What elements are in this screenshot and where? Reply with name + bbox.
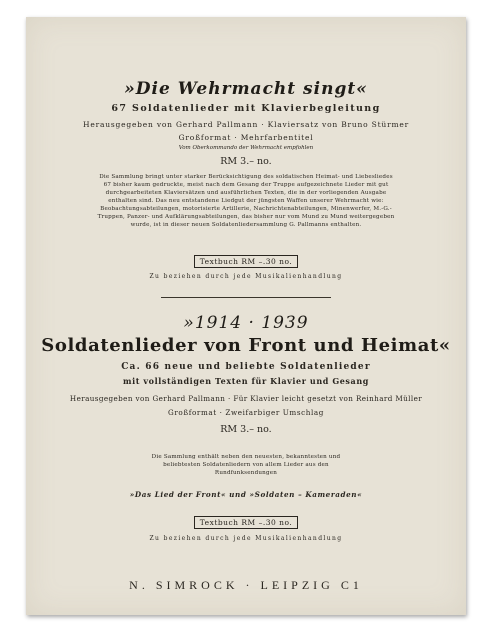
section1-subtitle: 67 Soldatenlieder mit Klavierbegleitung [111,103,381,114]
section-divider [161,297,331,298]
section2-subtitle-2: mit vollständigen Texten für Klavier und Gesang [123,376,369,386]
section2-years: »1914 · 1939 [183,313,309,333]
section2-title: Soldatenlieder von Front und Heimat« [41,335,451,356]
publisher-imprint: N. SIMROCK · LEIPZIG C1 [129,578,363,592]
section2-radio-shows: »Das Lied der Front« und »Soldaten – Kameraden« [129,490,363,499]
section2-textbook-box [26,510,466,529]
section2-textbook-price: Textbuch RM –.30 no. [194,516,299,529]
section2-editors: Herausgegeben von Gerhard Pallmann · Für Klavier leicht gesetzt von Reinhard Müller [69,394,423,403]
section1-price: RM 3.– no. [220,156,272,167]
section1-editors: Herausgegeben von Gerhard Pallmann · Klaviersatz von Bruno Stürmer [82,120,409,129]
section1-availability: Zu beziehen durch jede Musikalienhandlung [149,273,343,280]
catalog-page [26,17,466,615]
section2-format: Großformat · Zweifarbiger Umschlag [168,408,324,417]
section2-description: Die Sammlung enthält neben den neuesten, bekanntesten und beliebtesten Soldatenliedern von allem Lieder aus den Rundfunksendungen [151,454,341,476]
section1-textbook-price: Textbuch RM –.30 no. [194,255,299,268]
section1-recommendation: Vom Oberkommando der Wehrmacht empfohlen [178,145,314,151]
section1-description: Die Sammlung bringt unter starker Berücksichtigung des soldatischen Heimat- und Liebesliedes 67 bisher kaum gedruckte, meist nach dem Gesang der Truppe aufgezeichnete Lieder mit gut durchgearbeiteten Klaviersätzen und ausführlichen Texten, die in der vorliegenden Ausgabe enthalten sind. Das neu entstandene Liedgut der jüngsten Waffen unserer Wehrmacht wie: Beobachtungsabteilungen, motorisierte Artillerie, Nachrichtenabteilungen, Minenwerfer, M.-G.-Truppen, Panzer- und Aufklärungsabteilungen, das bisher nur vom Mund zu Mund weitergegeben wurde, ist in dieser neuen Soldatenliedersammlung G. Pallmanns enthalten. [97,174,395,228]
section2-subtitle: Ca. 66 neue und beliebte Soldatenlieder [121,362,371,372]
section2-price: RM 3.– no. [220,424,272,435]
section1-textbook-box [26,249,466,268]
section1-title: »Die Wehrmacht singt« [124,79,368,99]
section1-format: Großformat · Mehrfarbentitel [178,133,314,142]
section2-availability: Zu beziehen durch jede Musikalienhandlung [149,535,343,542]
